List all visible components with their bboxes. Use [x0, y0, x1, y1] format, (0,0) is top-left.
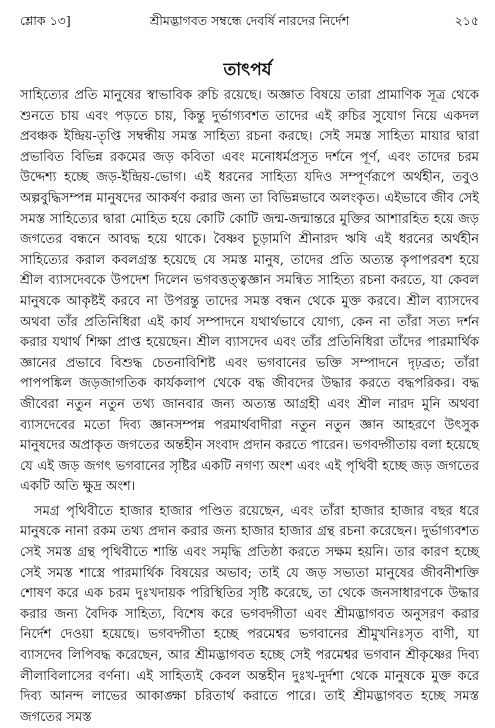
paragraph: সাহিত্যের প্রতি মানুষের স্বাভাবিক রুচি রয়েছে। অজ্ঞাত বিষয়ে তারা প্রামাণিক সূত্র থেকে শুনতে চায় এবং পড়তে চায়, কিন্তু দুর্ভাগ্যবশত তাদের এই রুচির সুযোগ নিয়ে একদল প্রবঞ্চক ইন্দ্রিয়-তৃপ্তি সম্বন্ধীয় সমস্ত সাহিত্য রচনা করছে। সেই সমস্ত সাহিত্য মায়ার দ্বারা প্রভাবিত বিভিন্ন রকমের জড় কবিতা এবং মনোধর্মপ্রসূত দর্শনে পূর্ণ, এবং তাদের চরম উদ্দেশ্য হচ্ছে জড়-ইন্দ্রিয়-ভোগ। এই ধরনের সাহিত্য যদিও সম্পূর্ণরূপে অর্থহীন, তবুও অল্পবুদ্ধিসম্পন্ন মানুষদের আকর্ষণ করার জন্য তা বিভিন্নভাবে অলংকৃত। এইভাবে জীব সেই সমস্ত সাহিত্যের দ্বারা মোহিত হয়ে কোটি কোটি জন্ম-জন্মান্তরে মুক্তির আশারহিত হয়ে জড় জগতের বন্ধনে আবদ্ধ হয়ে থাকে। বৈষ্ণব চূড়ামণি শ্রীনারদ ঋষি এই ধরনের অর্থহীন সাহিত্যের করাল কবলগ্রস্ত হয়েছে যে সমস্ত মানুষ, তাদের প্রতি অত্যন্ত কৃপাপরবশ হয়ে শ্রীল ব্যাসদেবকে উপদেশ দিলেন ভগবত্তত্ত্বজ্ঞান সমন্বিত সাহিত্য রচনা করতে, যা কেবল মানুষকে আকৃষ্টই করবে না উপরন্তু তাদের সমস্ত বন্ধন থেকে মুক্ত করবে। শ্রীল ব্যাসদেব অথবা তাঁর প্রতিনিধিরা এই কার্য সম্পাদনে যথার্থভাবে যোগ্য, কেন না তাঁরা সত্য দর্শন করার যথার্থ শিক্ষা প্রাপ্ত হয়েছেন। শ্রীল ব্যাসদেব এবং তাঁর প্রতিনিধিরা তাঁদের পারমার্থিক জ্ঞানের প্রভাবে বিশুদ্ধ চেতনাবিশিষ্ট এবং ভগবানের ভক্তি সম্পাদনে দৃঢ়ব্রত; তাঁরা পাপপঙ্কিল জড়জাগতিক কার্যকলাপ থেকে বদ্ধ জীবদের উদ্ধার করতে বদ্ধপরিকর। বদ্ধ জীবেরা নতুন নতুন তথ্য জানবার জন্য অত্যন্ত আগ্রহী এবং শ্রীল নারদ মুনি অথবা ব্যাসদেবের মতো দিব্য জ্ঞানসম্পন্ন পরমার্থবাদীরা নতুন নতুন জ্ঞান আহরণে উৎসুক মানুষদের অপ্রাকৃত জগতের অন্তহীন সংবাদ প্রদান করতে পারেন। ভগবদ্গীতায় বলা হয়েছে যে এই জড় জগৎ ভগবানের সৃষ্টির একটি নগণ্য অংশ এবং এই পৃথিবী হচ্ছে জড় জগতের একটি অতি ক্ষুদ্র অংশ।	[20, 88, 479, 495]
running-title: শ্রীমদ্ভাগবত সম্বন্ধে দেবর্ষি নারদের নির্দেশ	[149, 13, 350, 28]
running-header	[20, 10, 479, 32]
verse-label: শ্লোক ১৩]	[20, 13, 71, 28]
purport-body	[20, 86, 479, 728]
paragraph: সমগ্র পৃথিবীতে হাজার হাজার পণ্ডিত রয়েছেন, এবং তাঁরা হাজার হাজার বছর ধরে মানুষকে নানা রকম তথ্য প্রদান করার জন্য হাজার হাজার গ্রন্থ রচনা করেছেন। দুর্ভাগ্যবশত সেই সমস্ত গ্রন্থ পৃথিবীতে শান্তি এবং সমৃদ্ধি প্রতিষ্ঠা করতে সক্ষম হয়নি। তার কারণ হচ্ছে সেই সমস্ত শাস্ত্রে পারমার্থিক বিষয়ের অভাব; তাই যে জড় সভ্যতা মানুষের জীবনীশক্তি শোষণ করে এক চরম দুঃখদায়ক পরিস্থিতির সৃষ্টি করেছে, তা থেকে জনসাধারণকে উদ্ধার করার জন্য বৈদিক সাহিত্য, বিশেষ করে ভগবদ্গীতা এবং শ্রীমদ্ভাগবত অনুসরণ করার নির্দেশ দেওয়া হয়েছে। ভগবদ্গীতা হচ্ছে পরমেশ্বর ভগবানের শ্রীমুখনিঃসৃত বাণী, যা ব্যাসদেব লিপিবদ্ধ করেছেন, আর শ্রীমদ্ভাগবত হচ্ছে সেই পরমেশ্বর ভগবান শ্রীকৃষ্ণের দিব্য লীলাবিলাসের বর্ণনা। এই সাহিত্যই কেবল অন্তহীন দুঃখ-দুর্দশা থেকে মানুষকে মুক্ত করে দিব্য আনন্দ লাভের আকাঙ্ক্ষা চরিতার্থ করাতে পারে। তাই শ্রীমদ্ভাগবত হচ্ছে সমস্ত জগতের সমস্ত	[20, 503, 479, 725]
page-number: ২১৫	[454, 13, 479, 28]
section-heading: তাৎপর্য	[223, 60, 272, 80]
